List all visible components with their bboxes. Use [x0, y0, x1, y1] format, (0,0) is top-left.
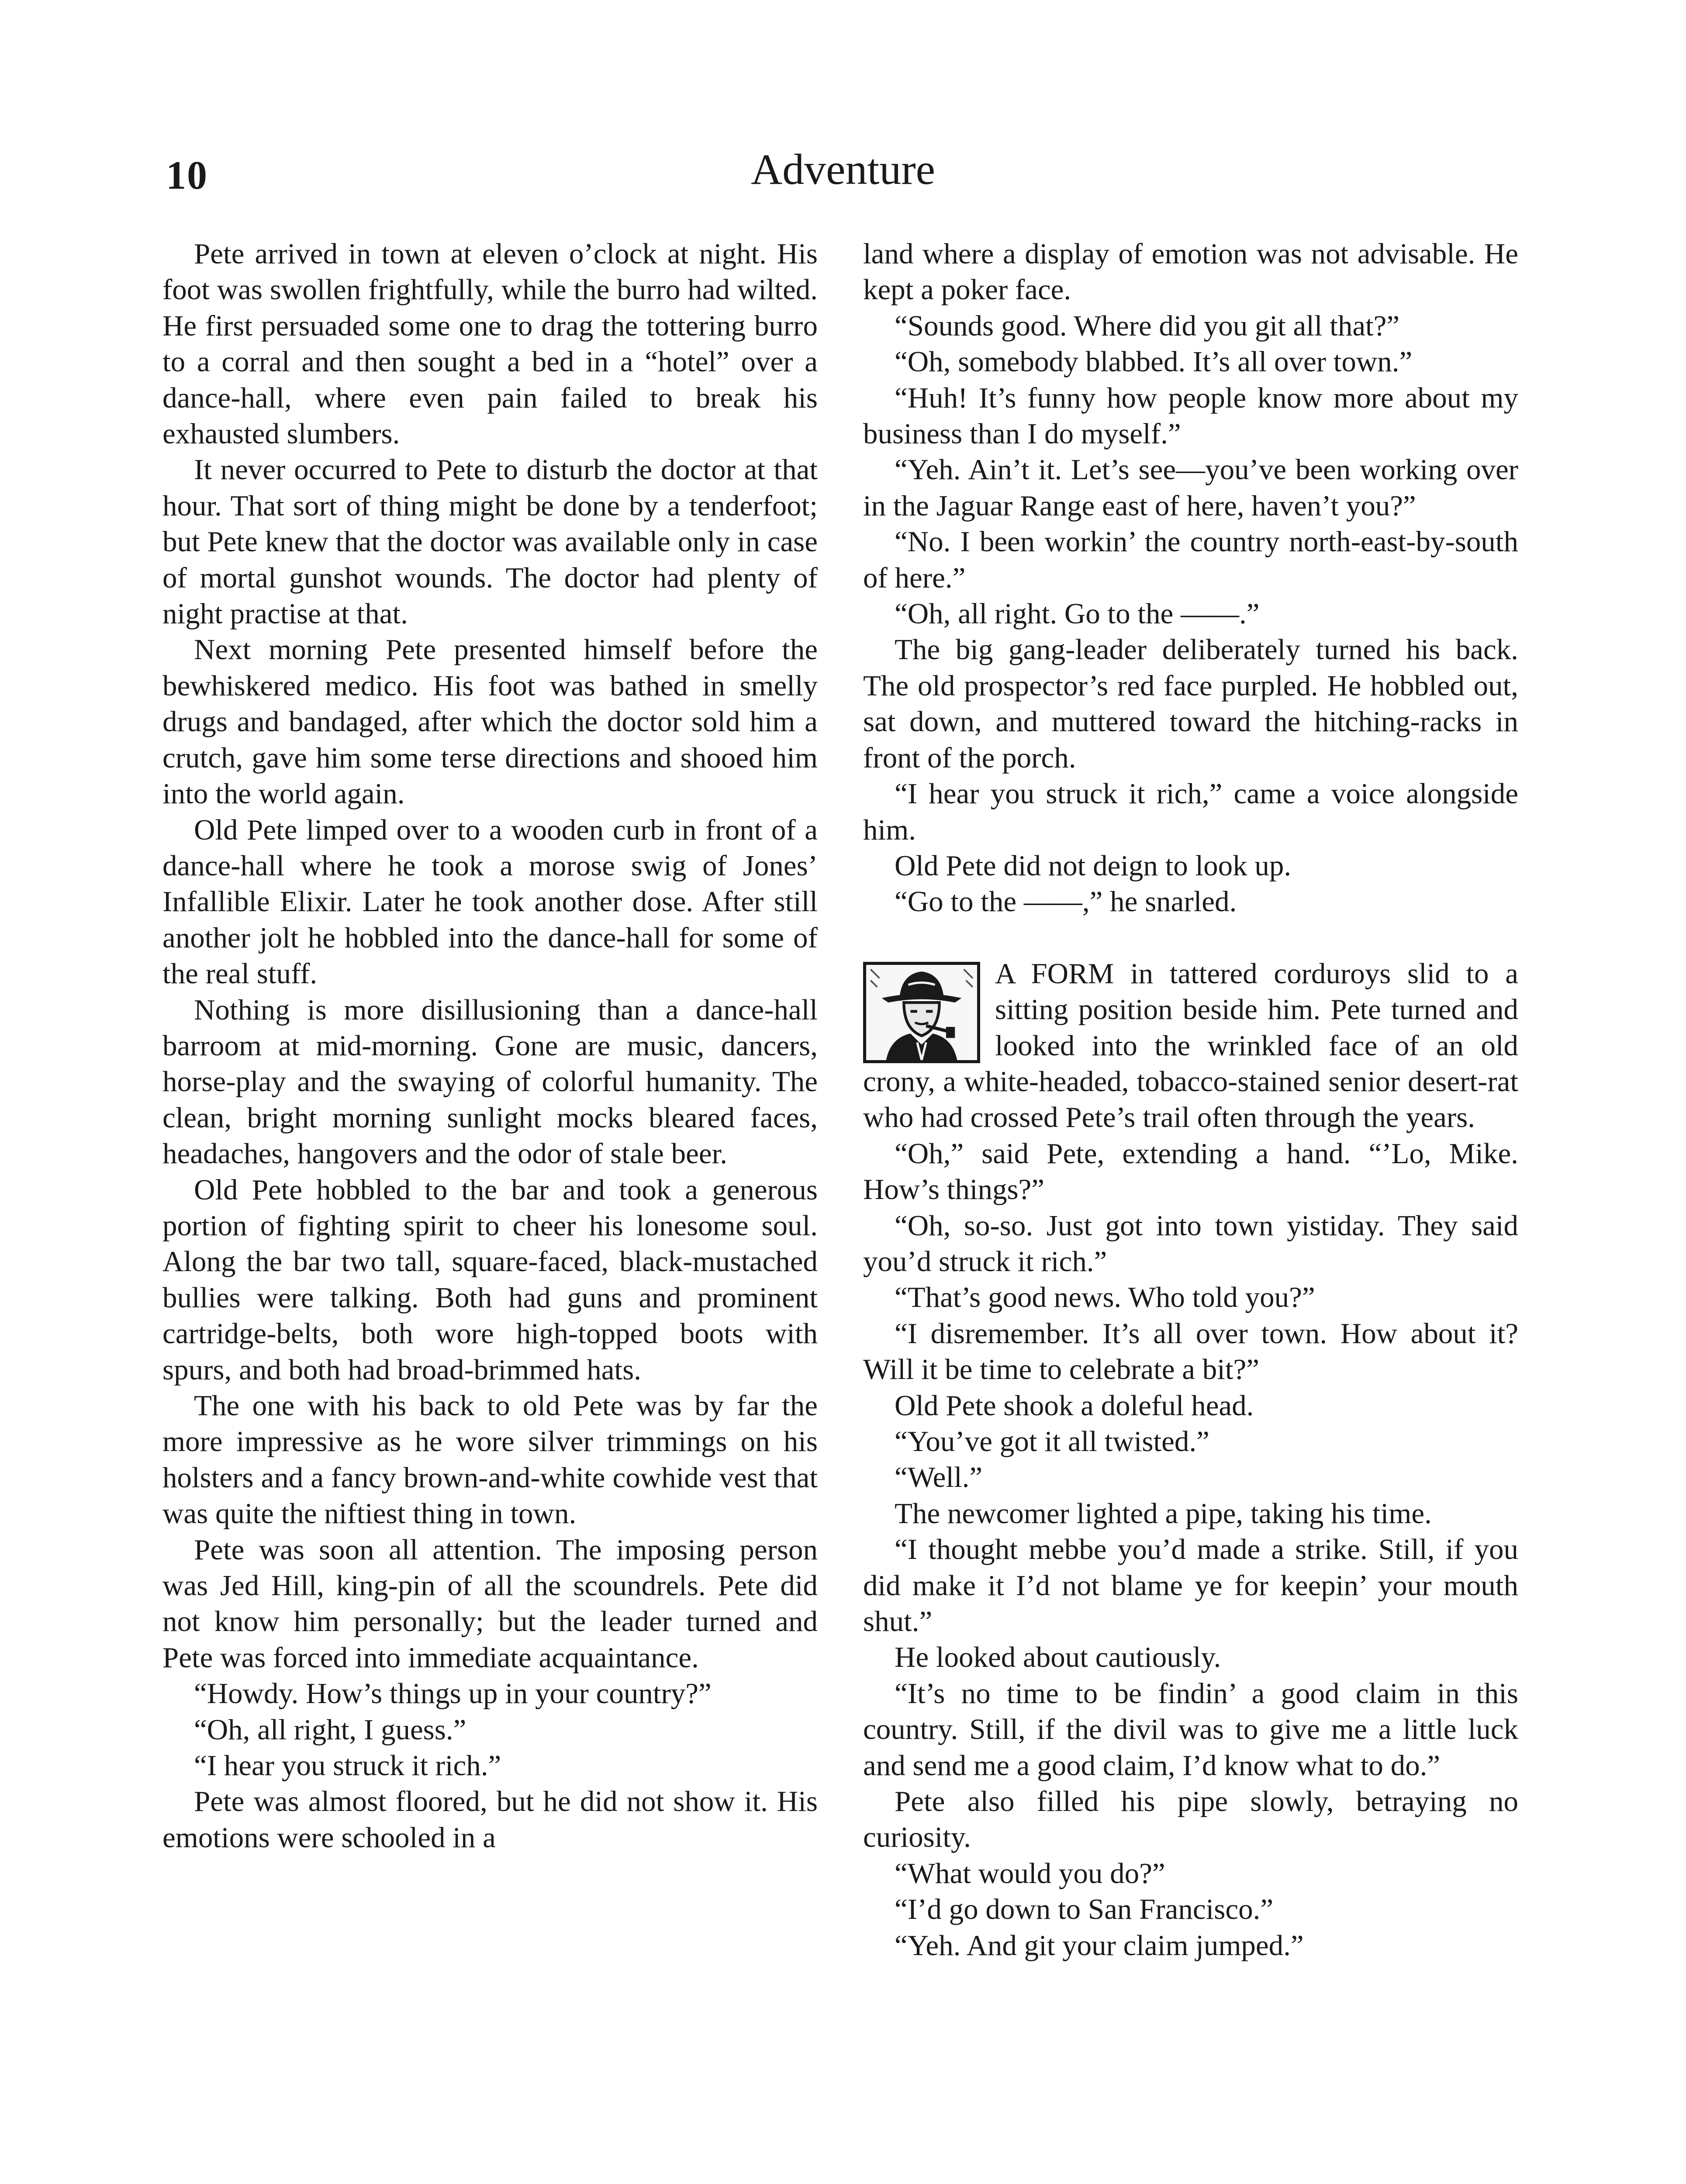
paragraph: “Well.”: [895, 1461, 983, 1494]
paragraph: He looked about cautiously.: [895, 1641, 1221, 1674]
paragraph: Old Pete limped over to a wooden curb in front of a dance-hall where he took a morose swig of Jones’ Infallible Elixir. Later he took another dose. After still another jolt he hobbled into the dance-hall for some of the real stuff.: [162, 813, 818, 990]
right-column: [863, 236, 1518, 1963]
paragraph: Pete was soon all attention. The imposing person was Jed Hill, king-pin of all the scoundrels. Pete did not know him personally; but the leader turned and Pete was forced into immediate acquaintance.: [162, 1533, 818, 1674]
paragraph: “No. I been workin’ the country north-east-by-south of here.”: [863, 525, 1518, 594]
paragraph: The newcomer lighted a pipe, taking his time.: [895, 1497, 1432, 1530]
paragraph: “Yeh. Ain’t it. Let’s see—you’ve been working over in the Jaguar Range east of here, haven’t you?”: [863, 453, 1518, 522]
paragraph: “I hear you struck it rich,” came a voice alongside him.: [863, 778, 1518, 846]
paragraph: The big gang-leader deliberately turned his back. The old prospector’s red face purpled. He hobbled out, sat down, and muttered toward the hitching-racks in front of the porch.: [863, 633, 1518, 774]
paragraph: “Sounds good. Where did you git all that?”: [895, 309, 1400, 342]
paragraph: “Oh, all right. Go to the ——.”: [895, 598, 1260, 630]
page-number: 10: [166, 153, 208, 197]
paragraph: “I disremember. It’s all over town. How about it? Will it be time to celebrate a bit?”: [863, 1317, 1518, 1386]
section-break: [863, 920, 1518, 956]
paragraph: Old Pete did not deign to look up.: [895, 849, 1292, 882]
paragraph: Old Pete hobbled to the bar and took a generous portion of fighting spirit to cheer his lonesome soul. Along the bar two tall, square-faced, black-mustached bullies were talking. Both had guns and prominent cartridge-belts, both wore high-topped boots with spurs, and both had broad-brimmed hats.: [162, 1173, 818, 1386]
paragraph: “It’s no time to be findin’ a good claim in this country. Still, if the divil was to give me a little luck and send me a good claim, I’d know what to do.”: [863, 1677, 1518, 1782]
page-header: [166, 144, 1520, 214]
paragraph: “Oh,” said Pete, extending a hand. “’Lo, Mike. How’s things?”: [863, 1137, 1518, 1206]
paragraph: “You’ve got it all twisted.”: [895, 1425, 1209, 1458]
paragraph: “Oh, so-so. Just got into town yistiday. They said you’d struck it rich.”: [863, 1209, 1518, 1278]
paragraph: The one with his back to old Pete was by far the more impressive as he wore silver trimmings on his holsters and a fancy brown-and-white cowhide vest that was quite the niftiest thing in town.: [162, 1389, 818, 1530]
paragraph-continuation: land where a display of emotion was not advisable. He kept a poker face.: [863, 238, 1518, 306]
dropcap-paragraph: [863, 956, 1518, 1136]
paragraph: “Oh, somebody blabbed. It’s all over town.”: [895, 346, 1413, 378]
paragraph: “Huh! It’s funny how people know more about my business than I do myself.”: [863, 381, 1518, 450]
magazine-title: Adventure: [750, 145, 936, 194]
dropcap-text: A FORM in tattered corduroys slid to a sitting position beside him. Pete turned and looked into the wrinkled face of an old crony, a white-headed, tobacco-stained senior desert-rat who had crossed Pete’s trail often through the years.: [863, 957, 1518, 1134]
paragraph: “Go to the ——,” he snarled.: [895, 885, 1237, 918]
prospector-portrait-icon: [863, 962, 980, 1063]
paragraph: Next morning Pete presented himself before the bewhiskered medico. His foot was bathed in smelly drugs and bandaged, after which the doctor sold him a crutch, gave him some terse directions and shooed him into the world again.: [162, 633, 818, 810]
left-column: [162, 236, 818, 1856]
paragraph: Old Pete shook a doleful head.: [895, 1389, 1254, 1422]
paragraph: “That’s good news. Who told you?”: [895, 1281, 1315, 1314]
paragraph: Pete also filled his pipe slowly, betraying no curiosity.: [863, 1785, 1518, 1854]
paragraph: “I thought mebbe you’d made a strike. Still, if you did make it I’d not blame ye for keepin’ your mouth shut.”: [863, 1533, 1518, 1638]
paragraph: Pete was almost floored, but he did not show it. His emotions were schooled in a: [162, 1785, 818, 1854]
paragraph: It never occurred to Pete to disturb the doctor at that hour. That sort of thing might be done by a tenderfoot; but Pete knew that the doctor was available only in case of mortal gunshot wounds. The doctor had plenty of night practise at that.: [162, 453, 818, 630]
paragraph: “I’d go down to San Francisco.”: [895, 1893, 1274, 1926]
paragraph: “I hear you struck it rich.”: [194, 1749, 501, 1782]
paragraph: “Howdy. How’s things up in your country?”: [194, 1677, 712, 1710]
paragraph: “Oh, all right, I guess.”: [194, 1713, 466, 1746]
paragraph: Pete arrived in town at eleven o’clock at night. His foot was swollen frightfully, while the burro had wilted. He first persuaded some one to drag the tottering burro to a corral and then sought a bed in a “hotel” over a dance-hall, where even pain failed to break his exhausted slumbers.: [162, 238, 818, 450]
paragraph: “What would you do?”: [895, 1857, 1165, 1890]
paragraph: “Yeh. And git your claim jumped.”: [895, 1929, 1304, 1962]
paragraph: Nothing is more disillusioning than a dance-hall barroom at mid-morning. Gone are music, dancers, horse-play and the swaying of colorful humanity. The clean, bright morning sunlight mocks bleared faces, headaches, hangovers and the odor of stale beer.: [162, 993, 818, 1170]
